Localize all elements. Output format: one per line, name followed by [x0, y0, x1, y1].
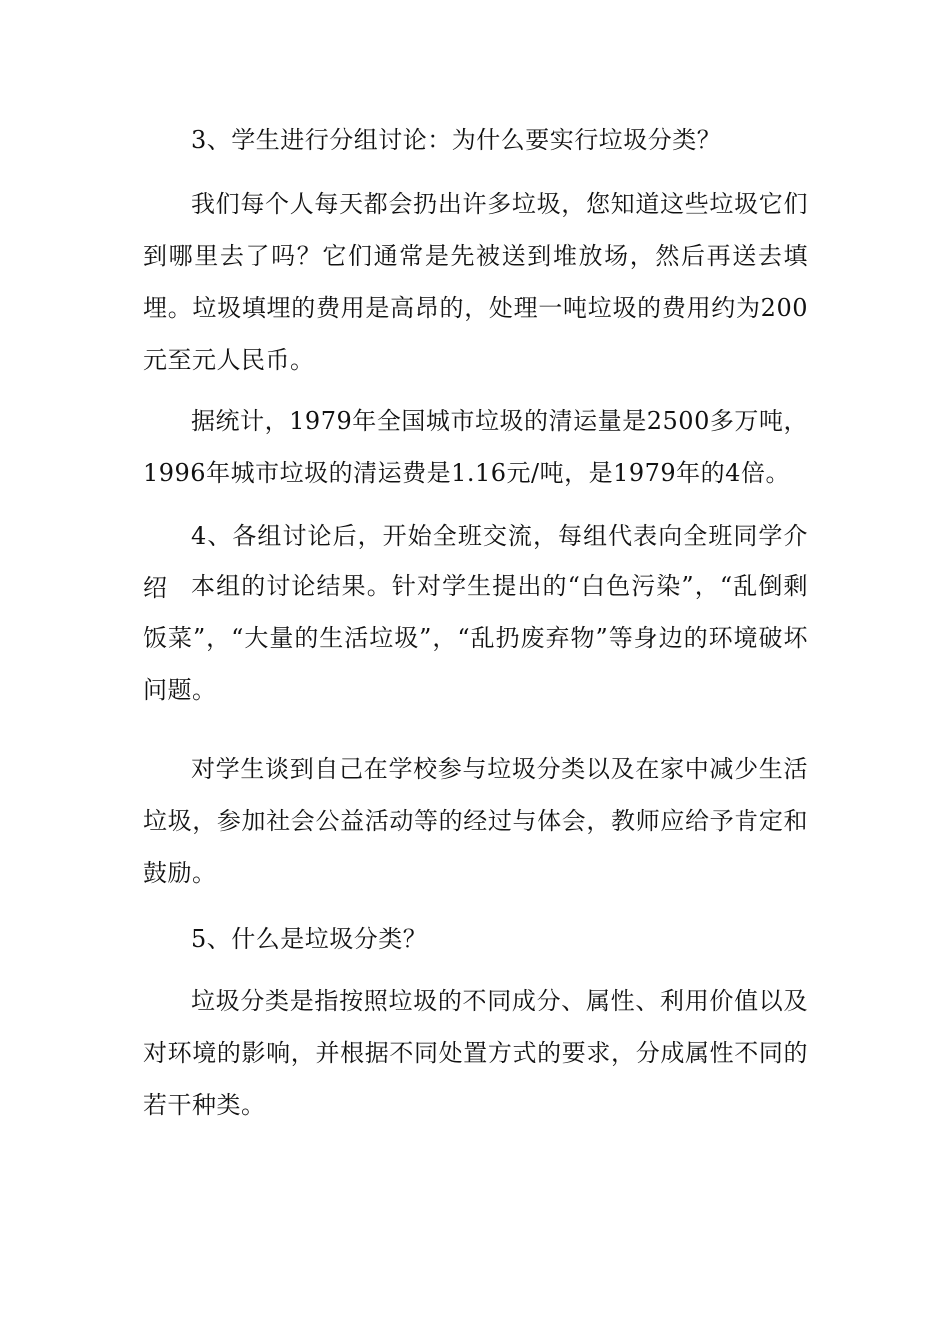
paragraph-step-5-heading: 5、什么是垃圾分类？: [191, 925, 428, 953]
paragraph-discussion-results: 本组的讨论结果。针对学生提出的“白色污染”，“乱倒剩饭菜”，“大量的生活垃圾”，“乱扔废弃物”等身边的环境破坏问题。: [143, 572, 808, 704]
paragraph-garbage-destination: 我们每个人每天都会扔出许多垃圾，您知道这些垃圾它们到哪里去了吗？它们通常是先被送到堆放场，然后再送去填埋。垃圾填埋的费用是高昂的，处理一吨垃圾的费用约为200元至元人民币。: [143, 190, 808, 374]
paragraph-classification-definition: 垃圾分类是指按照垃圾的不同成分、属性、利用价值以及对环境的影响，并根据不同处置方式的要求，分成属性不同的若干种类。: [143, 987, 808, 1119]
paragraph-step-4-heading: 4、各组讨论后，开始全班交流，每组代表向全班同学介绍: [143, 522, 808, 602]
paragraph-step-3-heading: 3、学生进行分组讨论：为什么要实行垃圾分类？: [191, 126, 722, 154]
paragraph-teacher-encouragement: 对学生谈到自己在学校参与垃圾分类以及在家中减少生活垃圾，参加社会公益活动等的经过与体会，教师应给予肯定和鼓励。: [143, 755, 808, 887]
paragraph-statistics: 据统计，1979年全国城市垃圾的清运量是2500多万吨，1996年城市垃圾的清运费是1.16元/吨，是1979年的4倍。: [143, 407, 808, 487]
